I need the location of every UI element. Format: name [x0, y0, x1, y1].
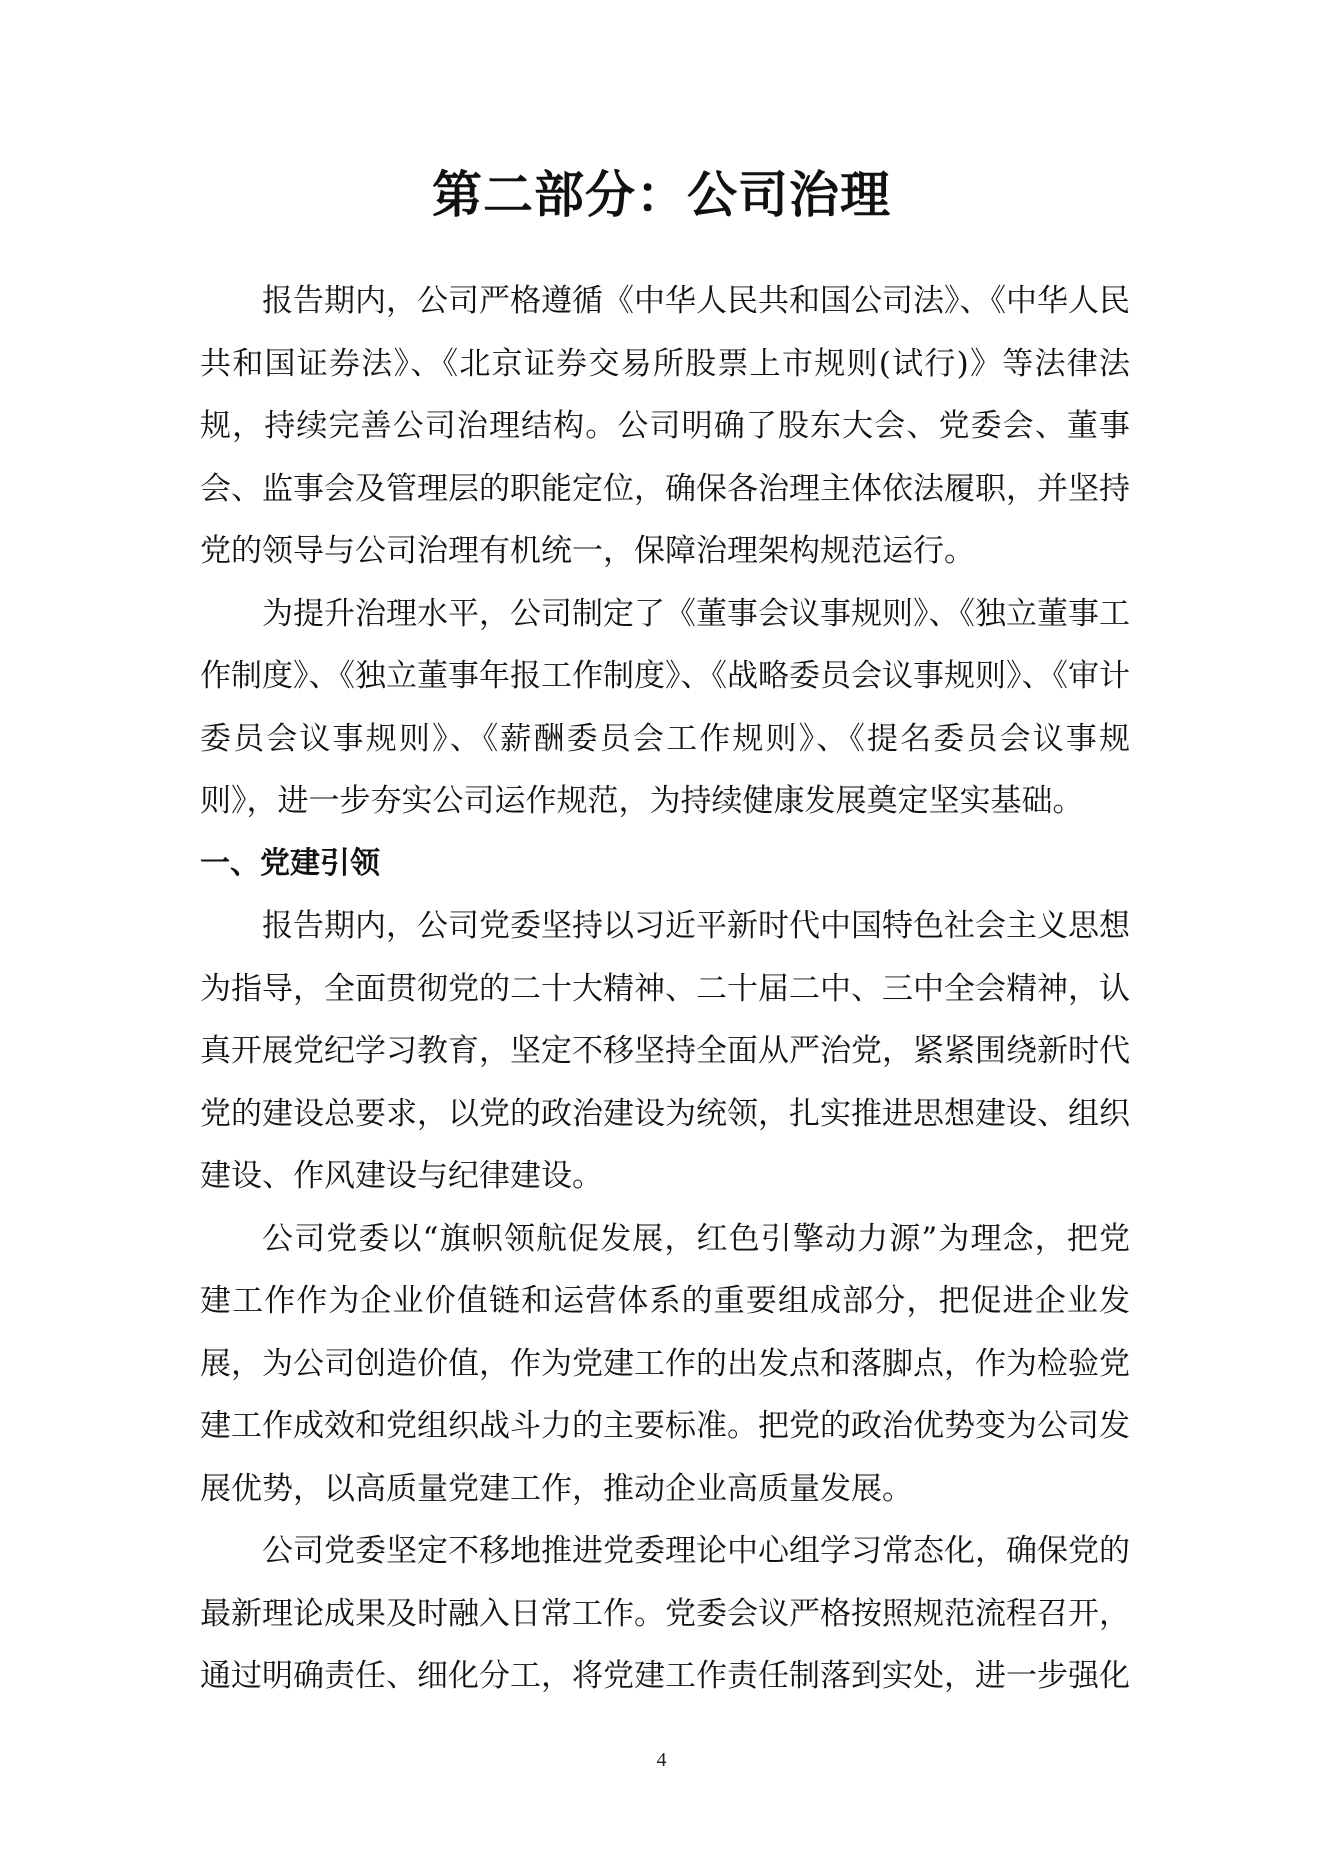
paragraph: 公司党委以“旗帜领航促发展，红色引擎动力源”为理念，把党建工作作为企业价值链和运营体系的重要组成部分，把促进企业发展，为公司创造价值，作为党建工作的出发点和落脚点，作为检验党建工作成效和党组织战斗力的主要标准。把党的政治优势变为公司发展优势，以高质量党建工作，推动企业高质量发展。 [200, 1220, 1130, 1507]
paragraph: 报告期内，公司党委坚持以习近平新时代中国特色社会主义思想为指导，全面贯彻党的二十大精神、二十届二中、三中全会精神，认真开展党纪学习教育，坚定不移坚持全面从严治党，紧紧围绕新时代党的建设总要求，以党的政治建设为统领，扎实推进思想建设、组织建设、作风建设与纪律建设。 [200, 908, 1130, 1194]
page-title: 第二部分：公司治理 [432, 166, 891, 224]
page-number: 4 [656, 1749, 667, 1771]
paragraph: 公司党委坚定不移地推进党委理论中心组学习常态化，确保党的最新理论成果及时融入日常工作。党委会议严格按照规范流程召开，通过明确责任、细化分工，将党建工作责任制落到实处，进一步强化 [200, 1533, 1130, 1694]
document-body [200, 270, 1130, 1708]
paragraph: 报告期内，公司严格遵循《中华人民共和国公司法》、《中华人民共和国证券法》、《北京证券交易所股票上市规则(试行)》等法律法规，持续完善公司治理结构。公司明确了股东大会、党委会、董事会、监事会及管理层的职能定位，确保各治理主体依法履职，并坚持党的领导与公司治理有机统一，保障治理架构规范运行。 [200, 283, 1130, 569]
section-heading: 一、党建引领 [200, 845, 380, 881]
paragraph: 为提升治理水平，公司制定了《董事会议事规则》、《独立董事工作制度》、《独立董事年报工作制度》、《战略委员会议事规则》、《审计委员会议事规则》、《薪酬委员会工作规则》、《提名委员会议事规则》，进一步夯实公司运作规范，为持续健康发展奠定坚实基础。 [200, 595, 1130, 819]
